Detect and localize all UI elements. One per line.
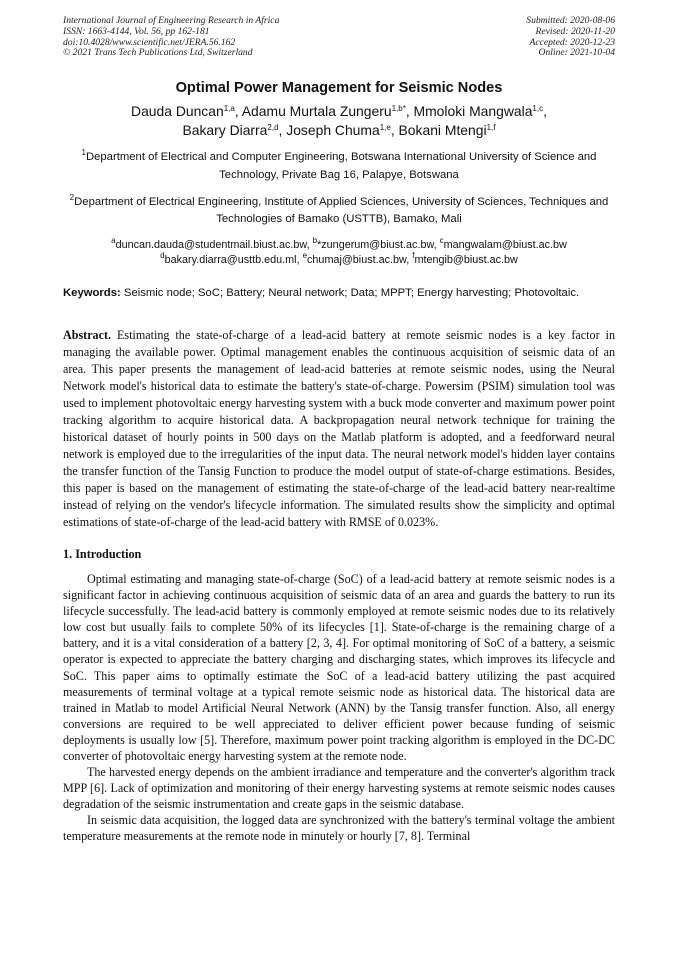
author-separator: ,	[390, 121, 399, 138]
author-separator: ,	[405, 103, 414, 120]
affiliation-number: 2	[69, 192, 75, 202]
section-heading-introduction: 1. Introduction	[63, 547, 142, 562]
author-name: Dauda Duncan	[131, 103, 224, 120]
intro-paragraph-1: Optimal estimating and managing state-of-charge (SoC) of a lead-acid battery at remote seismic nodes is a significant factor in achieving continuous acquisition of seismic data of an area and guards the battery to run its lifecycle successfully. The lead-acid battery is commonly employed at remote seismic nodes due to its relatively low cost but usually fails to complete 50% of its lifecycles [1]. State-of-charge is the remaining charge of a battery, and it is a vital consideration of a battery [2, 3, 4]. For optimal monitoring of SoC of a battery, a seismic operator is expected to appreciate the battery charging and discharging states, which improves its lifecycle and SoC. This paper aims to optimally estimate the SoC of a lead-acid battery utilizing the past acquired measurements of terminal voltage at a typical remote seismic node as historical data. The historical data are trained in Matlab to model Artificial Neural Network (ANN) by the Tansig transfer function. Also, all energy conversions are required to be well appreciated to deliver efficient power because funding of seismic deployments is usually low [5]. Therefore, maximum power point tracking algorithm is employed in the DC-DC converter of photovoltaic energy harvesting system at the remote node.	[63, 572, 615, 763]
author-affiliation-mark: 1,b*	[391, 104, 406, 114]
email-mark: d	[160, 250, 165, 260]
email-address[interactable]: duncan.dauda@studentmail.biust.ac.bw,	[115, 239, 313, 252]
author-separator: ,	[234, 103, 242, 120]
author-list	[63, 102, 615, 139]
email-mark: a	[111, 236, 116, 246]
email-address[interactable]: chumaj@biust.ac.bw,	[307, 253, 413, 266]
author-separator: ,	[278, 121, 287, 138]
keywords-text: Seismic node; SoC; Battery; Neural network; Data; MPPT; Energy harvesting; Photovoltaic.	[123, 287, 580, 300]
author-affiliation-mark: 1,c	[532, 104, 544, 114]
email-mark: b	[312, 236, 318, 246]
email-mark: c	[439, 236, 444, 246]
date-revised: Revised: 2020-11-20	[535, 25, 615, 37]
author-name: Bokani Mtengi	[398, 121, 487, 138]
email-mark: e	[302, 250, 308, 260]
abstract-text: Estimating the state-of-charge of a lead-acid battery at remote seismic nodes is a key factor in managing the available power. Optimal management enables the continuous acquisition of seismic data of an area. This paper presents the management of lead-acid batteries at remote seismic nodes, using the Neural Network model's historical data to estimate the battery's state-of-charge. Powersim (PSIM) simulation tool was used to implement photovoltaic energy harvesting system with a buck mode converter and maximum power point tracking algorithm to acquire historical data. A backpropagation neural network technique for training the historical dataset of hourly points in 500 days on the Matlab platform is adopted, and a feedforward neural network is employed due to the irregularities of the input data. The neural network model's hidden layer contains the transfer function of the Tansig Function to produce the model output of state-of-charge estimations. Besides, this paper is based on the management of estimating the state-of-charge of the lead-acid battery near-realtime instead of relying on the vendor's lifecycle information. The simulated results show the simplicity and optimal estimations of state-of-charge of the lead-acid battery with RMSE of 0.023%.	[63, 327, 615, 530]
paper-title: Optimal Power Management for Seismic Nodes	[175, 80, 503, 97]
date-accepted: Accepted: 2020-12-23	[529, 36, 615, 48]
author-line-1	[63, 102, 615, 121]
author-separator: ,	[543, 103, 547, 120]
affiliation-number: 1	[81, 148, 86, 158]
journal-header	[63, 16, 615, 59]
author-name: Joseph Chuma	[286, 121, 380, 138]
email-address[interactable]: *zungerum@biust.ac.bw,	[317, 239, 440, 252]
author-affiliation-mark: 2,d	[267, 122, 279, 132]
journal-info	[63, 16, 279, 59]
author-line-2	[63, 121, 615, 140]
keywords-label: Keywords:	[63, 287, 121, 300]
email-address[interactable]: mtengib@biust.ac.bw	[414, 253, 518, 266]
abstract	[63, 327, 615, 532]
author-affiliation-mark: 1,f	[486, 122, 496, 132]
email-list	[63, 238, 615, 267]
keywords	[63, 286, 615, 300]
author-name: Bakary Diarra	[182, 121, 268, 138]
journal-issn: ISSN: 1663-4144, Vol. 56, pp 162-181	[63, 25, 210, 37]
email-address[interactable]: bakary.diarra@usttb.edu.ml,	[164, 253, 303, 266]
intro-paragraph-3: In seismic data acquisition, the logged data are synchronized with the battery's terminal voltage the ambient temperature measurements at the remote node in minutely or hourly [7, 8]. Terminal	[63, 812, 615, 843]
email-address[interactable]: mangwalam@biust.ac.bw	[443, 239, 567, 252]
journal-copyright: © 2021 Trans Tech Publications Ltd, Switzerland	[63, 47, 253, 59]
affiliation-1	[63, 149, 615, 183]
intro-paragraph-2: The harvested energy depends on the ambient irradiance and temperature and the converter's algorithm track MPP [6]. Lack of optimization and monitoring of their energy harvesting systems at remote seismic nodes causes degradation of the seismic instrumentation and create gaps in the seismic database.	[63, 764, 615, 811]
author-name: Adamu Murtala Zungeru	[241, 103, 392, 120]
submission-dates	[526, 16, 615, 59]
date-online: Online: 2021-10-04	[538, 47, 615, 59]
email-line-2	[63, 250, 615, 268]
date-submitted: Submitted: 2020-08-06	[526, 15, 615, 26]
affiliation-text: Department of Electrical and Computer Engineering, Botswana International University of Science and Technology, Private Bag 16, Palapye, Botswana	[85, 151, 597, 181]
email-mark: f	[412, 250, 415, 260]
author-name: Mmoloki Mangwala	[413, 103, 533, 120]
affiliation-2	[63, 194, 615, 228]
paper-page	[63, 16, 615, 844]
abstract-label: Abstract.	[63, 327, 112, 342]
author-affiliation-mark: 1,e	[379, 122, 391, 132]
email-line-1	[63, 238, 615, 253]
journal-doi: doi:10.4028/www.scientific.net/JERA.56.162	[63, 36, 236, 48]
affiliation-text: Department of Electrical Engineering, Institute of Applied Sciences, University of Sciences, Techniques and Technologies of Bamako (USTTB), Bamako, Mali	[74, 195, 609, 225]
author-affiliation-mark: 1,a	[223, 104, 235, 114]
journal-name: International Journal of Engineering Research in Africa	[63, 15, 280, 26]
